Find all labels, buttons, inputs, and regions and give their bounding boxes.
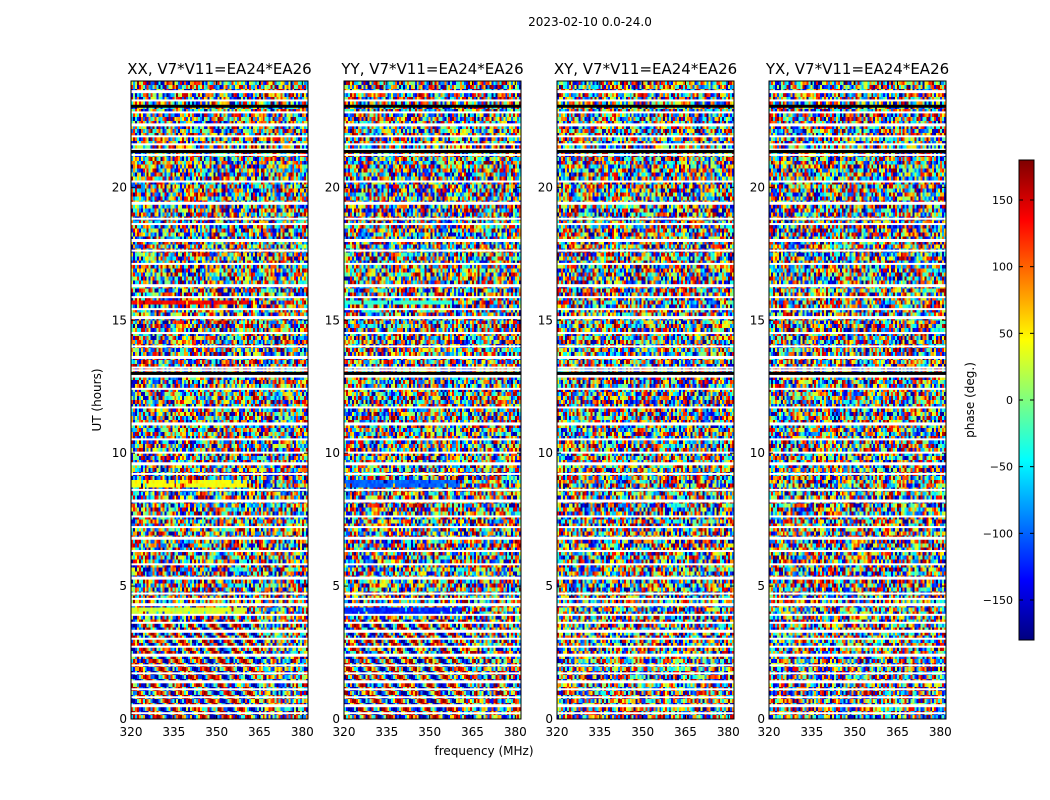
y-tick-label: 0 — [757, 712, 765, 726]
colorbar-label: phase (deg.) — [963, 362, 977, 438]
flagged-row — [557, 135, 734, 137]
flagged-row — [769, 239, 946, 242]
x-axis-label: frequency (MHz) — [434, 744, 534, 758]
flagged-row — [769, 250, 946, 252]
x-tick-label: 320 — [332, 725, 356, 739]
y-tick-label: 20 — [749, 180, 765, 195]
flagged-row-dark — [769, 372, 946, 375]
flagged-row — [131, 284, 308, 287]
flagged-row — [557, 630, 734, 633]
flagged-row — [131, 614, 308, 616]
panels — [112, 60, 952, 739]
flagged-row — [131, 111, 308, 113]
flagged-row — [344, 500, 521, 503]
flagged-row — [769, 345, 946, 347]
flagged-row — [769, 316, 946, 319]
panel-xy — [538, 60, 740, 739]
flagged-row — [344, 603, 521, 606]
x-tick-label: 350 — [205, 725, 229, 739]
flagged-row — [344, 143, 521, 145]
flagged-row — [131, 367, 308, 369]
flagged-row — [344, 202, 521, 205]
flagged-row — [131, 250, 308, 252]
flagged-row — [769, 664, 946, 666]
flagged-row — [557, 688, 734, 690]
x-tick-label: 365 — [674, 725, 697, 739]
flagged-row — [769, 500, 946, 503]
flagged-row — [344, 316, 521, 319]
y-tick-label: 10 — [111, 446, 127, 461]
flagged-row — [344, 308, 521, 310]
y-tick-label: 15 — [324, 313, 340, 328]
flagged-row — [131, 296, 308, 298]
flagged-row — [769, 672, 946, 674]
flagged-row — [344, 154, 521, 156]
flagged-row — [769, 406, 946, 408]
flagged-row-dark — [344, 372, 521, 375]
panel-yx — [750, 60, 952, 739]
flagged-row — [131, 704, 308, 707]
flagged-row — [344, 332, 521, 334]
flagged-row — [769, 563, 946, 565]
flagged-row — [769, 452, 946, 454]
flagged-row — [557, 438, 734, 440]
y-tick-label: 5 — [545, 579, 553, 594]
flagged-row — [557, 218, 734, 220]
flagged-row-dark — [557, 150, 734, 153]
flagged-row — [769, 462, 946, 465]
flagged-row — [769, 143, 946, 145]
flagged-row — [769, 593, 946, 595]
x-tick-label: 365 — [461, 725, 484, 739]
y-tick-label: 10 — [537, 446, 553, 461]
flagged-row — [557, 704, 734, 707]
flagged-row — [344, 367, 521, 369]
flagged-row — [131, 603, 308, 606]
flagged-row — [557, 598, 734, 600]
flagged-row — [131, 577, 308, 580]
flagged-row — [344, 696, 521, 698]
flagged-row — [557, 284, 734, 287]
y-tick-label: 5 — [332, 579, 340, 594]
flagged-row — [131, 388, 308, 390]
flagged-row — [344, 630, 521, 633]
flagged-row — [769, 630, 946, 633]
flagged-row — [344, 438, 521, 440]
flagged-row — [557, 345, 734, 347]
flagged-row — [557, 181, 734, 183]
flagged-row — [557, 263, 734, 265]
flagged-row — [344, 473, 521, 475]
flagged-row — [344, 406, 521, 408]
flagged-row — [344, 263, 521, 265]
flagged-row — [769, 332, 946, 334]
flagged-row — [131, 452, 308, 454]
flagged-row — [557, 577, 734, 580]
flagged-row — [557, 550, 734, 552]
flagged-row — [131, 239, 308, 242]
y-tick-label: 5 — [119, 579, 127, 594]
y-tick-label: 0 — [119, 712, 127, 726]
flagged-row-dark — [131, 372, 308, 375]
flagged-row — [344, 654, 521, 657]
flagged-row — [769, 704, 946, 707]
flagged-row — [131, 202, 308, 205]
flagged-row — [769, 680, 946, 683]
flagged-row — [131, 181, 308, 183]
flagged-row — [344, 99, 521, 101]
flagged-row — [131, 316, 308, 319]
flagged-row — [344, 422, 521, 425]
flagged-row — [769, 154, 946, 156]
flagged-row — [131, 712, 308, 714]
flagged-row — [344, 462, 521, 465]
flagged-row — [557, 296, 734, 298]
flagged-row — [769, 375, 946, 378]
colorbar-tick-label: 0 — [1006, 394, 1013, 407]
flagged-row-dark — [557, 372, 734, 375]
x-tick-label: 350 — [631, 725, 655, 739]
flagged-row — [131, 308, 308, 310]
flagged-row — [344, 181, 521, 183]
flagged-row — [769, 515, 946, 517]
flagged-row — [131, 99, 308, 101]
flagged-row — [557, 111, 734, 113]
flagged-row — [344, 296, 521, 298]
flagged-row — [344, 356, 521, 359]
flagged-row — [131, 223, 308, 225]
flagged-row — [557, 143, 734, 145]
figure-title: 2023-02-10 0.0-24.0 — [528, 15, 652, 29]
flagged-row — [769, 603, 946, 606]
flagged-row — [557, 369, 734, 371]
flagged-row — [769, 422, 946, 425]
flagged-row — [344, 537, 521, 540]
flagged-row — [344, 218, 521, 220]
y-tick-label: 15 — [111, 313, 127, 328]
x-tick-label: 335 — [800, 725, 824, 739]
flagged-row — [557, 473, 734, 475]
flagged-row — [557, 462, 734, 465]
flagged-row — [344, 672, 521, 674]
flagged-row — [131, 500, 308, 503]
flagged-row — [769, 123, 946, 126]
flagged-row — [344, 388, 521, 390]
flagged-row — [131, 345, 308, 347]
flagged-row — [557, 672, 734, 674]
flagged-row — [344, 622, 521, 624]
flagged-row — [344, 90, 521, 93]
flagged-row — [131, 646, 308, 648]
flagged-row — [131, 664, 308, 666]
flagged-row — [344, 680, 521, 683]
flagged-row — [769, 308, 946, 310]
flagged-row — [344, 515, 521, 517]
flagged-row — [769, 223, 946, 225]
colorbar-tick-label: −50 — [989, 460, 1013, 474]
x-tick-label: 335 — [588, 725, 612, 739]
flagged-row-dark — [769, 105, 946, 108]
x-tick-label: 320 — [757, 725, 781, 739]
flagged-row — [131, 688, 308, 690]
x-tick-label: 320 — [545, 725, 569, 739]
flagged-row — [557, 680, 734, 683]
flagged-row — [131, 422, 308, 425]
x-tick-label: 380 — [716, 725, 740, 739]
flagged-row — [557, 603, 734, 606]
flagged-row — [344, 123, 521, 126]
flagged-row — [131, 90, 308, 93]
flagged-row — [131, 638, 308, 640]
flagged-row — [344, 135, 521, 137]
flagged-row-dark — [344, 150, 521, 153]
colorbar-tick-label: 50 — [999, 327, 1013, 341]
flagged-row — [557, 422, 734, 425]
flagged-row — [769, 356, 946, 359]
flagged-row — [557, 638, 734, 640]
flagged-row — [557, 622, 734, 624]
flagged-row-dark — [557, 105, 734, 108]
flagged-row — [131, 135, 308, 137]
flagged-row — [131, 598, 308, 600]
flagged-row — [344, 638, 521, 640]
flagged-row — [769, 489, 946, 491]
flagged-row — [769, 537, 946, 540]
flagged-row — [557, 526, 734, 528]
flagged-row — [769, 622, 946, 624]
flagged-row — [557, 123, 734, 126]
flagged-row — [131, 154, 308, 156]
y-tick-label: 0 — [545, 712, 553, 726]
flagged-row — [557, 332, 734, 334]
flagged-row — [344, 664, 521, 666]
panel-title: YX, V7*V11=EA24*EA26 — [765, 60, 950, 78]
flagged-row — [557, 90, 734, 93]
flagged-row — [344, 598, 521, 600]
flagged-row — [769, 367, 946, 369]
flagged-row — [131, 438, 308, 440]
flagged-row — [344, 577, 521, 580]
flagged-row — [344, 345, 521, 347]
flagged-row — [769, 111, 946, 113]
flagged-row — [769, 696, 946, 698]
flagged-row — [131, 550, 308, 552]
panel-title: XY, V7*V11=EA24*EA26 — [553, 60, 738, 78]
flagged-row — [557, 563, 734, 565]
flagged-row — [131, 680, 308, 683]
y-axis-label: UT (hours) — [90, 368, 104, 432]
flagged-row — [557, 375, 734, 378]
flagged-row — [131, 593, 308, 595]
flagged-row — [769, 550, 946, 552]
flagged-row — [769, 263, 946, 265]
flagged-row — [769, 473, 946, 475]
flagged-row — [557, 614, 734, 616]
flagged-row — [344, 688, 521, 690]
flagged-row — [131, 123, 308, 126]
flagged-row — [769, 577, 946, 580]
flagged-row — [557, 308, 734, 310]
flagged-row — [344, 369, 521, 371]
flagged-row — [344, 111, 521, 113]
flagged-row — [557, 515, 734, 517]
flagged-row — [131, 406, 308, 408]
flagged-row — [557, 99, 734, 101]
flagged-row — [557, 223, 734, 225]
panel-title: YY, V7*V11=EA24*EA26 — [341, 60, 524, 78]
y-tick-label: 0 — [332, 712, 340, 726]
flagged-row — [769, 598, 946, 600]
flagged-row — [557, 537, 734, 540]
flagged-row — [557, 500, 734, 503]
flagged-row — [344, 223, 521, 225]
flagged-row — [131, 526, 308, 528]
flagged-row — [344, 284, 521, 287]
y-tick-label: 5 — [757, 579, 765, 594]
y-tick-label: 20 — [324, 180, 340, 195]
flagged-row — [557, 712, 734, 714]
flagged-row — [131, 143, 308, 145]
flagged-row — [769, 202, 946, 205]
flagged-row — [344, 614, 521, 616]
flagged-row — [557, 452, 734, 454]
flagged-row — [769, 296, 946, 298]
flagged-row — [344, 239, 521, 242]
colorbar-tick-label: −100 — [982, 527, 1013, 541]
colorbar-tick-label: 150 — [992, 194, 1013, 207]
y-tick-label: 15 — [749, 313, 765, 328]
y-tick-label: 15 — [537, 313, 553, 328]
flagged-row — [557, 202, 734, 205]
x-tick-label: 365 — [886, 725, 909, 739]
flagged-row — [344, 646, 521, 648]
flagged-row — [131, 332, 308, 334]
flagged-row — [344, 526, 521, 528]
x-tick-label: 335 — [375, 725, 399, 739]
flagged-row — [769, 526, 946, 528]
flagged-row — [131, 462, 308, 465]
flagged-row — [131, 375, 308, 378]
flagged-row — [769, 99, 946, 101]
flagged-row — [131, 369, 308, 371]
x-tick-label: 335 — [162, 725, 186, 739]
flagged-row — [131, 473, 308, 475]
panel-title: XX, V7*V11=EA24*EA26 — [127, 60, 312, 78]
flagged-row-dark — [131, 105, 308, 108]
flagged-row — [769, 614, 946, 616]
panel-yy — [325, 60, 527, 739]
flagged-row — [131, 622, 308, 624]
flagged-row — [344, 489, 521, 491]
flagged-row — [344, 593, 521, 595]
flagged-row — [557, 489, 734, 491]
flagged-row — [344, 550, 521, 552]
flagged-row — [769, 218, 946, 220]
flagged-row — [344, 452, 521, 454]
panel-xx — [112, 60, 314, 739]
flagged-row — [557, 406, 734, 408]
flagged-row — [557, 367, 734, 369]
flagged-row — [131, 654, 308, 657]
flagged-row — [344, 704, 521, 707]
flagged-row — [131, 515, 308, 517]
flagged-row — [769, 135, 946, 137]
y-tick-label: 10 — [749, 446, 765, 461]
y-tick-label: 10 — [324, 446, 340, 461]
flagged-row — [769, 388, 946, 390]
x-tick-label: 380 — [290, 725, 314, 739]
flagged-row — [131, 537, 308, 540]
x-tick-label: 365 — [248, 725, 271, 739]
flagged-row — [557, 356, 734, 359]
flagged-row — [769, 712, 946, 714]
flagged-row — [769, 90, 946, 93]
flagged-row — [769, 284, 946, 287]
flagged-row — [557, 154, 734, 156]
flagged-row — [769, 181, 946, 183]
y-tick-label: 20 — [537, 180, 553, 195]
flagged-row-dark — [344, 105, 521, 108]
flagged-row — [557, 250, 734, 252]
flagged-row — [557, 646, 734, 648]
flagged-row — [769, 646, 946, 648]
flagged-row — [344, 250, 521, 252]
flagged-row — [131, 563, 308, 565]
flagged-row — [131, 489, 308, 491]
flagged-row — [131, 696, 308, 698]
y-tick-label: 20 — [111, 180, 127, 195]
x-tick-label: 380 — [928, 725, 952, 739]
x-tick-label: 320 — [119, 725, 143, 739]
flagged-row — [557, 654, 734, 657]
colorbar-tick-label: 100 — [992, 260, 1013, 274]
colorbar-tick-label: −150 — [982, 594, 1013, 607]
x-tick-label: 350 — [418, 725, 442, 739]
flagged-row — [769, 688, 946, 690]
flagged-row — [131, 218, 308, 220]
flagged-row — [769, 369, 946, 371]
flagged-row — [769, 438, 946, 440]
flagged-row — [557, 239, 734, 242]
flagged-row — [557, 696, 734, 698]
flagged-row — [131, 263, 308, 265]
flagged-row — [769, 654, 946, 657]
flagged-row — [557, 664, 734, 666]
flagged-row — [557, 316, 734, 319]
flagged-row — [131, 630, 308, 633]
flagged-row — [557, 593, 734, 595]
flagged-row-dark — [769, 150, 946, 153]
flagged-row — [131, 356, 308, 359]
flagged-row — [769, 638, 946, 640]
flagged-row — [344, 375, 521, 378]
x-tick-label: 380 — [503, 725, 527, 739]
flagged-row-dark — [131, 150, 308, 153]
x-tick-label: 350 — [843, 725, 867, 739]
flagged-row — [344, 712, 521, 714]
flagged-row — [131, 672, 308, 674]
flagged-row — [344, 563, 521, 565]
colorbar — [983, 160, 1034, 640]
flagged-row — [557, 388, 734, 390]
